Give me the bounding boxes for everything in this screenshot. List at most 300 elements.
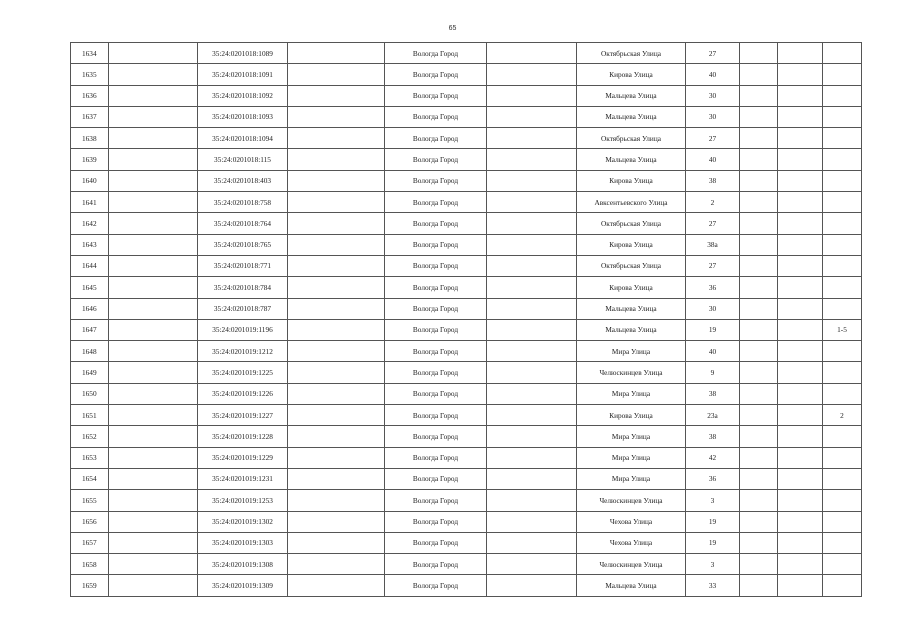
cell-empty	[288, 319, 385, 340]
cell-empty	[487, 447, 577, 468]
cell-empty	[288, 511, 385, 532]
cell-street: Мира Улица	[577, 447, 686, 468]
cell-extra-2	[778, 64, 823, 85]
table-row	[71, 106, 862, 127]
cell-empty	[487, 85, 577, 106]
cell-house-number: 23а	[686, 405, 740, 426]
cell-apartment	[823, 149, 862, 170]
cell-empty	[109, 255, 198, 276]
cell-cadastral-number: 35:24:0201019:1253	[198, 490, 288, 511]
cell-extra-1	[740, 234, 778, 255]
cell-cadastral-number: 35:24:0201019:1227	[198, 405, 288, 426]
cell-empty	[109, 341, 198, 362]
cell-city: Вологда Город	[385, 362, 487, 383]
cell-empty	[487, 106, 577, 127]
cell-cadastral-number: 35:24:0201018:787	[198, 298, 288, 319]
cell-row-number: 1642	[71, 213, 109, 234]
cell-empty	[109, 170, 198, 191]
cell-house-number: 38	[686, 170, 740, 191]
cell-empty	[487, 128, 577, 149]
cell-empty	[109, 490, 198, 511]
cell-empty	[288, 426, 385, 447]
cell-house-number: 9	[686, 362, 740, 383]
cell-empty	[109, 468, 198, 489]
cell-extra-1	[740, 298, 778, 319]
cell-apartment: 2	[823, 405, 862, 426]
cell-empty	[487, 64, 577, 85]
cell-cadastral-number: 35:24:0201019:1229	[198, 447, 288, 468]
cell-empty	[109, 426, 198, 447]
cell-street: Октябрьская Улица	[577, 43, 686, 64]
cell-city: Вологда Город	[385, 64, 487, 85]
cell-extra-2	[778, 170, 823, 191]
cell-empty	[487, 170, 577, 191]
cell-apartment	[823, 170, 862, 191]
table-row	[71, 64, 862, 85]
cell-row-number: 1652	[71, 426, 109, 447]
cell-extra-2	[778, 319, 823, 340]
cell-extra-1	[740, 277, 778, 298]
table-row	[71, 405, 862, 426]
cell-house-number: 30	[686, 106, 740, 127]
cell-empty	[109, 234, 198, 255]
cell-house-number: 19	[686, 532, 740, 553]
table-row	[71, 255, 862, 276]
cell-apartment	[823, 532, 862, 553]
cell-extra-1	[740, 149, 778, 170]
cell-street: Мира Улица	[577, 426, 686, 447]
cell-extra-2	[778, 554, 823, 575]
cell-empty	[487, 490, 577, 511]
cell-extra-2	[778, 383, 823, 404]
cell-row-number: 1648	[71, 341, 109, 362]
cell-house-number: 38	[686, 383, 740, 404]
cell-house-number: 36	[686, 277, 740, 298]
cell-empty	[288, 255, 385, 276]
cell-row-number: 1649	[71, 362, 109, 383]
cell-house-number: 27	[686, 43, 740, 64]
cell-empty	[109, 85, 198, 106]
cell-empty	[487, 149, 577, 170]
cell-empty	[487, 511, 577, 532]
cell-empty	[288, 298, 385, 319]
cell-street: Мира Улица	[577, 341, 686, 362]
cell-city: Вологда Город	[385, 490, 487, 511]
table-row	[71, 383, 862, 404]
cell-cadastral-number: 35:24:0201019:1309	[198, 575, 288, 596]
cell-apartment	[823, 128, 862, 149]
cell-house-number: 30	[686, 85, 740, 106]
cell-empty	[487, 213, 577, 234]
registry-table	[70, 42, 862, 597]
table-row	[71, 170, 862, 191]
cell-empty	[288, 213, 385, 234]
cell-empty	[487, 468, 577, 489]
cell-city: Вологда Город	[385, 192, 487, 213]
cell-street: Челюскинцев Улица	[577, 362, 686, 383]
cell-extra-1	[740, 170, 778, 191]
cell-extra-2	[778, 192, 823, 213]
cell-city: Вологда Город	[385, 106, 487, 127]
cell-empty	[487, 319, 577, 340]
cell-street: Мира Улица	[577, 383, 686, 404]
cell-extra-1	[740, 106, 778, 127]
cell-empty	[487, 192, 577, 213]
cell-apartment	[823, 426, 862, 447]
cell-house-number: 3	[686, 490, 740, 511]
cell-city: Вологда Город	[385, 447, 487, 468]
cell-cadastral-number: 35:24:0201018:115	[198, 149, 288, 170]
cell-extra-2	[778, 490, 823, 511]
cell-empty	[109, 43, 198, 64]
cell-empty	[487, 532, 577, 553]
table-row	[71, 532, 862, 553]
cell-street: Кирова Улица	[577, 170, 686, 191]
cell-city: Вологда Город	[385, 85, 487, 106]
table-row	[71, 277, 862, 298]
cell-extra-2	[778, 575, 823, 596]
cell-row-number: 1637	[71, 106, 109, 127]
cell-row-number: 1655	[71, 490, 109, 511]
cell-street: Челюскинцев Улица	[577, 554, 686, 575]
cell-empty	[109, 106, 198, 127]
cell-empty	[288, 64, 385, 85]
cell-empty	[487, 341, 577, 362]
cell-city: Вологда Город	[385, 575, 487, 596]
cell-row-number: 1634	[71, 43, 109, 64]
cell-apartment	[823, 106, 862, 127]
cell-extra-2	[778, 128, 823, 149]
cell-row-number: 1638	[71, 128, 109, 149]
cell-extra-2	[778, 341, 823, 362]
cell-extra-1	[740, 362, 778, 383]
cell-house-number: 40	[686, 64, 740, 85]
cell-house-number: 19	[686, 319, 740, 340]
cell-street: Кирова Улица	[577, 277, 686, 298]
cell-apartment	[823, 43, 862, 64]
cell-cadastral-number: 35:24:0201018:765	[198, 234, 288, 255]
cell-empty	[109, 149, 198, 170]
cell-extra-2	[778, 277, 823, 298]
cell-city: Вологда Город	[385, 319, 487, 340]
cell-cadastral-number: 35:24:0201018:403	[198, 170, 288, 191]
table-row	[71, 128, 862, 149]
cell-extra-2	[778, 255, 823, 276]
cell-empty	[109, 128, 198, 149]
cell-extra-1	[740, 405, 778, 426]
cell-street: Кирова Улица	[577, 405, 686, 426]
cell-extra-2	[778, 447, 823, 468]
cell-empty	[288, 234, 385, 255]
cell-row-number: 1651	[71, 405, 109, 426]
cell-apartment	[823, 277, 862, 298]
cell-extra-2	[778, 298, 823, 319]
cell-extra-2	[778, 426, 823, 447]
cell-house-number: 19	[686, 511, 740, 532]
cell-city: Вологда Город	[385, 511, 487, 532]
cell-cadastral-number: 35:24:0201019:1308	[198, 554, 288, 575]
cell-extra-2	[778, 106, 823, 127]
cell-row-number: 1654	[71, 468, 109, 489]
cell-street: Октябрьская Улица	[577, 213, 686, 234]
table-row	[71, 362, 862, 383]
cell-cadastral-number: 35:24:0201018:1091	[198, 64, 288, 85]
cell-empty	[109, 383, 198, 404]
cell-city: Вологда Город	[385, 383, 487, 404]
table-row	[71, 426, 862, 447]
cell-apartment	[823, 64, 862, 85]
cell-row-number: 1647	[71, 319, 109, 340]
table-row	[71, 149, 862, 170]
cell-empty	[288, 277, 385, 298]
cell-house-number: 40	[686, 149, 740, 170]
cell-row-number: 1645	[71, 277, 109, 298]
cell-apartment	[823, 85, 862, 106]
cell-empty	[109, 298, 198, 319]
cell-empty	[487, 362, 577, 383]
cell-empty	[487, 575, 577, 596]
cell-empty	[487, 426, 577, 447]
cell-street: Авксентьевского Улица	[577, 192, 686, 213]
cell-empty	[487, 405, 577, 426]
cell-empty	[109, 64, 198, 85]
cell-empty	[288, 128, 385, 149]
cell-empty	[109, 192, 198, 213]
cell-apartment	[823, 341, 862, 362]
cell-empty	[109, 362, 198, 383]
cell-empty	[288, 468, 385, 489]
cell-apartment	[823, 362, 862, 383]
cell-extra-2	[778, 468, 823, 489]
cell-apartment: 1-5	[823, 319, 862, 340]
cell-street: Октябрьская Улица	[577, 128, 686, 149]
cell-city: Вологда Город	[385, 234, 487, 255]
cell-cadastral-number: 35:24:0201018:1094	[198, 128, 288, 149]
cell-cadastral-number: 35:24:0201018:1093	[198, 106, 288, 127]
cell-empty	[109, 447, 198, 468]
cell-empty	[487, 43, 577, 64]
cell-street: Мира Улица	[577, 468, 686, 489]
table-row	[71, 234, 862, 255]
cell-row-number: 1640	[71, 170, 109, 191]
cell-empty	[288, 170, 385, 191]
cell-extra-1	[740, 426, 778, 447]
cell-street: Челюскинцев Улица	[577, 490, 686, 511]
cell-city: Вологда Город	[385, 554, 487, 575]
cell-cadastral-number: 35:24:0201019:1231	[198, 468, 288, 489]
cell-extra-2	[778, 362, 823, 383]
cell-empty	[109, 511, 198, 532]
cell-empty	[288, 341, 385, 362]
cell-row-number: 1643	[71, 234, 109, 255]
cell-street: Чехова Улица	[577, 511, 686, 532]
cell-extra-2	[778, 43, 823, 64]
cell-extra-1	[740, 64, 778, 85]
cell-extra-1	[740, 554, 778, 575]
cell-house-number: 30	[686, 298, 740, 319]
table-row	[71, 341, 862, 362]
cell-extra-2	[778, 405, 823, 426]
cell-empty	[109, 277, 198, 298]
table-row	[71, 85, 862, 106]
cell-row-number: 1653	[71, 447, 109, 468]
cell-extra-2	[778, 213, 823, 234]
cell-cadastral-number: 35:24:0201019:1303	[198, 532, 288, 553]
table-row	[71, 213, 862, 234]
cell-cadastral-number: 35:24:0201019:1302	[198, 511, 288, 532]
cell-house-number: 33	[686, 575, 740, 596]
cell-empty	[109, 575, 198, 596]
cell-empty	[487, 383, 577, 404]
cell-empty	[487, 255, 577, 276]
cell-street: Мальцева Улица	[577, 106, 686, 127]
cell-empty	[109, 405, 198, 426]
cell-empty	[288, 85, 385, 106]
cell-row-number: 1639	[71, 149, 109, 170]
cell-row-number: 1657	[71, 532, 109, 553]
cell-apartment	[823, 298, 862, 319]
cell-house-number: 27	[686, 255, 740, 276]
cell-extra-1	[740, 468, 778, 489]
cell-empty	[288, 43, 385, 64]
cell-city: Вологда Город	[385, 298, 487, 319]
cell-city: Вологда Город	[385, 255, 487, 276]
cell-street: Мальцева Улица	[577, 298, 686, 319]
cell-extra-1	[740, 43, 778, 64]
cell-city: Вологда Город	[385, 532, 487, 553]
cell-city: Вологда Город	[385, 213, 487, 234]
cell-empty	[288, 106, 385, 127]
cell-extra-1	[740, 192, 778, 213]
cell-empty	[288, 575, 385, 596]
cell-row-number: 1650	[71, 383, 109, 404]
cell-street: Мальцева Улица	[577, 85, 686, 106]
cell-house-number: 38а	[686, 234, 740, 255]
cell-extra-2	[778, 85, 823, 106]
cell-empty	[288, 149, 385, 170]
cell-apartment	[823, 234, 862, 255]
cell-row-number: 1659	[71, 575, 109, 596]
cell-house-number: 40	[686, 341, 740, 362]
cell-extra-1	[740, 213, 778, 234]
cell-city: Вологда Город	[385, 468, 487, 489]
cell-empty	[288, 192, 385, 213]
cell-cadastral-number: 35:24:0201018:784	[198, 277, 288, 298]
cell-apartment	[823, 192, 862, 213]
cell-city: Вологда Город	[385, 149, 487, 170]
cell-house-number: 27	[686, 213, 740, 234]
cell-apartment	[823, 554, 862, 575]
cell-row-number: 1644	[71, 255, 109, 276]
cell-extra-1	[740, 85, 778, 106]
cell-apartment	[823, 383, 862, 404]
cell-extra-1	[740, 490, 778, 511]
cell-city: Вологда Город	[385, 170, 487, 191]
cell-empty	[487, 234, 577, 255]
cell-house-number: 36	[686, 468, 740, 489]
table-row	[71, 490, 862, 511]
cell-extra-1	[740, 319, 778, 340]
cell-extra-1	[740, 511, 778, 532]
cell-extra-1	[740, 575, 778, 596]
table-row	[71, 319, 862, 340]
cell-street: Мальцева Улица	[577, 149, 686, 170]
cell-row-number: 1658	[71, 554, 109, 575]
cell-street: Октябрьская Улица	[577, 255, 686, 276]
cell-extra-1	[740, 532, 778, 553]
cell-empty	[288, 405, 385, 426]
cell-city: Вологда Город	[385, 43, 487, 64]
cell-empty	[487, 298, 577, 319]
cell-city: Вологда Город	[385, 426, 487, 447]
cell-street: Мальцева Улица	[577, 319, 686, 340]
table-row	[71, 468, 862, 489]
cell-house-number: 2	[686, 192, 740, 213]
cell-extra-2	[778, 234, 823, 255]
table-row	[71, 43, 862, 64]
cell-empty	[109, 532, 198, 553]
cell-city: Вологда Город	[385, 405, 487, 426]
cell-extra-2	[778, 149, 823, 170]
cell-extra-1	[740, 255, 778, 276]
cell-extra-1	[740, 383, 778, 404]
cell-cadastral-number: 35:24:0201018:764	[198, 213, 288, 234]
cell-empty	[109, 554, 198, 575]
cell-street: Мальцева Улица	[577, 575, 686, 596]
cell-empty	[288, 554, 385, 575]
cell-street: Чехова Улица	[577, 532, 686, 553]
cell-extra-1	[740, 128, 778, 149]
cell-cadastral-number: 35:24:0201018:758	[198, 192, 288, 213]
cell-cadastral-number: 35:24:0201019:1226	[198, 383, 288, 404]
cell-house-number: 3	[686, 554, 740, 575]
cell-empty	[487, 554, 577, 575]
cell-row-number: 1656	[71, 511, 109, 532]
cell-house-number: 42	[686, 447, 740, 468]
table-row	[71, 298, 862, 319]
cell-cadastral-number: 35:24:0201018:771	[198, 255, 288, 276]
cell-extra-1	[740, 341, 778, 362]
cell-empty	[288, 490, 385, 511]
cell-empty	[487, 277, 577, 298]
cell-apartment	[823, 575, 862, 596]
cell-city: Вологда Город	[385, 277, 487, 298]
cell-apartment	[823, 255, 862, 276]
registry-table-body	[71, 43, 862, 597]
cell-apartment	[823, 468, 862, 489]
cell-empty	[109, 213, 198, 234]
cell-row-number: 1641	[71, 192, 109, 213]
cell-cadastral-number: 35:24:0201019:1228	[198, 426, 288, 447]
table-row	[71, 554, 862, 575]
cell-empty	[288, 532, 385, 553]
cell-city: Вологда Город	[385, 341, 487, 362]
cell-cadastral-number: 35:24:0201018:1089	[198, 43, 288, 64]
cell-cadastral-number: 35:24:0201019:1212	[198, 341, 288, 362]
cell-city: Вологда Город	[385, 128, 487, 149]
cell-extra-2	[778, 511, 823, 532]
cell-street: Кирова Улица	[577, 64, 686, 85]
cell-extra-1	[740, 447, 778, 468]
cell-house-number: 27	[686, 128, 740, 149]
cell-street: Кирова Улица	[577, 234, 686, 255]
cell-empty	[288, 383, 385, 404]
cell-extra-2	[778, 532, 823, 553]
page-number: 65	[448, 25, 457, 32]
cell-apartment	[823, 213, 862, 234]
table-row	[71, 575, 862, 596]
cell-empty	[288, 447, 385, 468]
